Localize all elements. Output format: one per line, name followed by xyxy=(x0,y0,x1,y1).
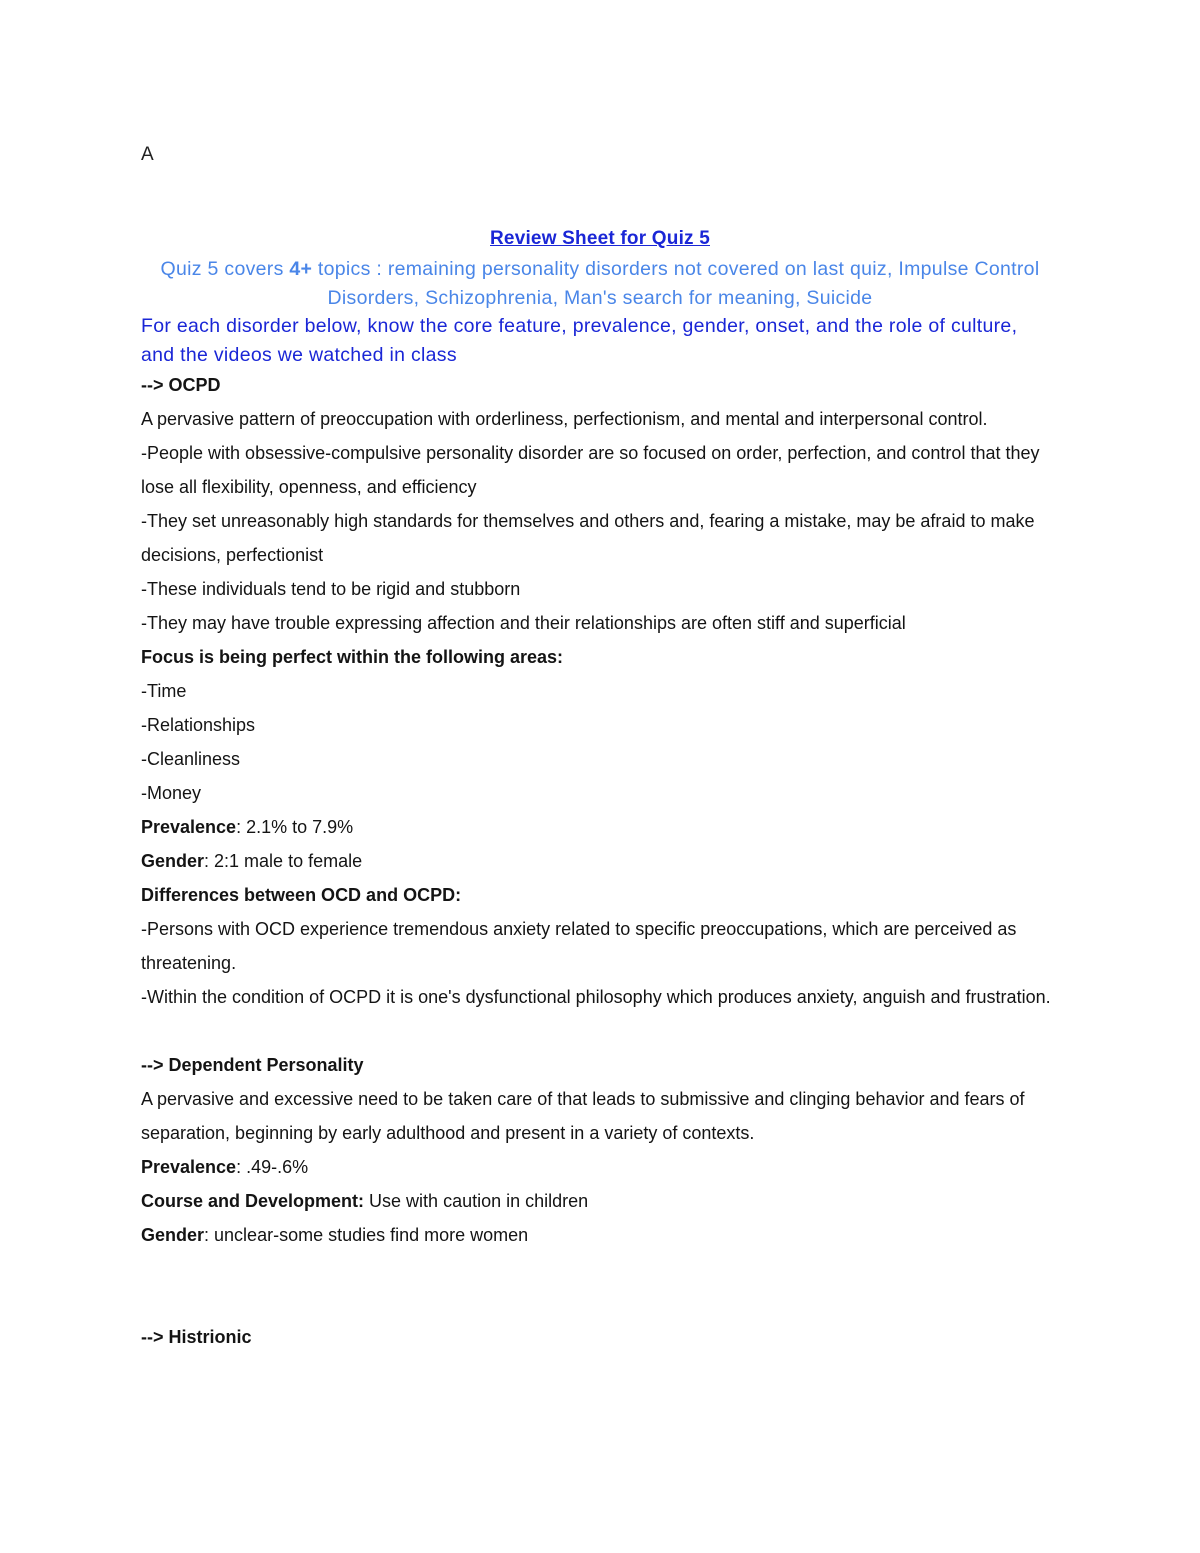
dependent-prevalence xyxy=(141,1150,1051,1184)
document-title: Review Sheet for Quiz 5 xyxy=(490,228,710,249)
ocpd-heading: --> OCPD xyxy=(141,375,221,395)
study-instructions: For each disorder below, know the core feature, prevalence, gender, onset, and the role of culture, and the videos we watched in class xyxy=(141,315,1018,366)
intro-prefix: Quiz 5 covers xyxy=(160,258,290,280)
ocpd-definition: A pervasive pattern of preoccupation with orderliness, perfectionism, and mental and interpersonal control. xyxy=(141,409,988,429)
ocpd-prevalence xyxy=(141,810,1051,844)
intro-topic-count: 4+ xyxy=(289,258,313,280)
quiz-intro xyxy=(160,255,1040,312)
intro-suffix: topics : remaining personality disorders not covered on last quiz, Impulse Control Disorders, Schizophrenia, Man's search for meaning, Suicide xyxy=(312,258,1040,309)
dependent-prevalence-value: : .49-.6% xyxy=(236,1157,309,1177)
ocpd-gender-label: Gender xyxy=(141,851,205,871)
ocpd-diff-point: -Persons with OCD experience tremendous anxiety related to specific preoccupations, which are perceived as threatening. xyxy=(141,919,1017,973)
ocpd-focus-item: -Money xyxy=(141,783,202,803)
dependent-definition: A pervasive and excessive need to be taken care of that leads to submissive and clinging behavior and fears of separation, beginning by early adulthood and present in a variety of contexts. xyxy=(141,1089,1025,1143)
dependent-gender-value: : unclear-some studies find more women xyxy=(204,1225,529,1245)
dependent-gender xyxy=(141,1218,1051,1252)
dependent-prevalence-label: Prevalence xyxy=(141,1157,237,1177)
ocpd-prevalence-label: Prevalence xyxy=(141,817,237,837)
section-spacer xyxy=(141,1014,1051,1048)
document-body xyxy=(141,368,1051,1354)
ocpd-focus-item: -Time xyxy=(141,681,187,701)
ocpd-focus-item: -Relationships xyxy=(141,715,256,735)
ocpd-gender xyxy=(141,844,1051,878)
dependent-course xyxy=(141,1184,1051,1218)
ocpd-point: -People with obsessive-compulsive personality disorder are so focused on order, perfection, and control that they lose all flexibility, openness, and efficiency xyxy=(141,443,1040,497)
ocpd-focus-item: -Cleanliness xyxy=(141,749,241,769)
ocpd-focus-heading: Focus is being perfect within the following areas: xyxy=(141,647,564,667)
ocpd-diff-heading: Differences between OCD and OCPD: xyxy=(141,885,462,905)
histrionic-heading: --> Histrionic xyxy=(141,1327,252,1347)
ocpd-gender-value: : 2:1 male to female xyxy=(204,851,363,871)
ocpd-diff-point: -Within the condition of OCPD it is one's dysfunctional philosophy which produces anxiety, anguish and frustration. xyxy=(141,987,1051,1007)
ocpd-point: -They set unreasonably high standards for themselves and others and, fearing a mistake, may be afraid to make decisions, perfectionist xyxy=(141,511,1035,565)
ocpd-point: -They may have trouble expressing affection and their relationships are often stiff and superficial xyxy=(141,613,906,633)
dependent-gender-label: Gender xyxy=(141,1225,205,1245)
corner-letter: A xyxy=(141,144,154,165)
dependent-course-value: Use with caution in children xyxy=(364,1191,589,1211)
section-spacer xyxy=(141,1252,1051,1320)
ocpd-prevalence-value: : 2.1% to 7.9% xyxy=(236,817,354,837)
dependent-course-label: Course and Development: xyxy=(141,1191,365,1211)
dependent-heading: --> Dependent Personality xyxy=(141,1055,364,1075)
ocpd-point: -These individuals tend to be rigid and stubborn xyxy=(141,579,521,599)
